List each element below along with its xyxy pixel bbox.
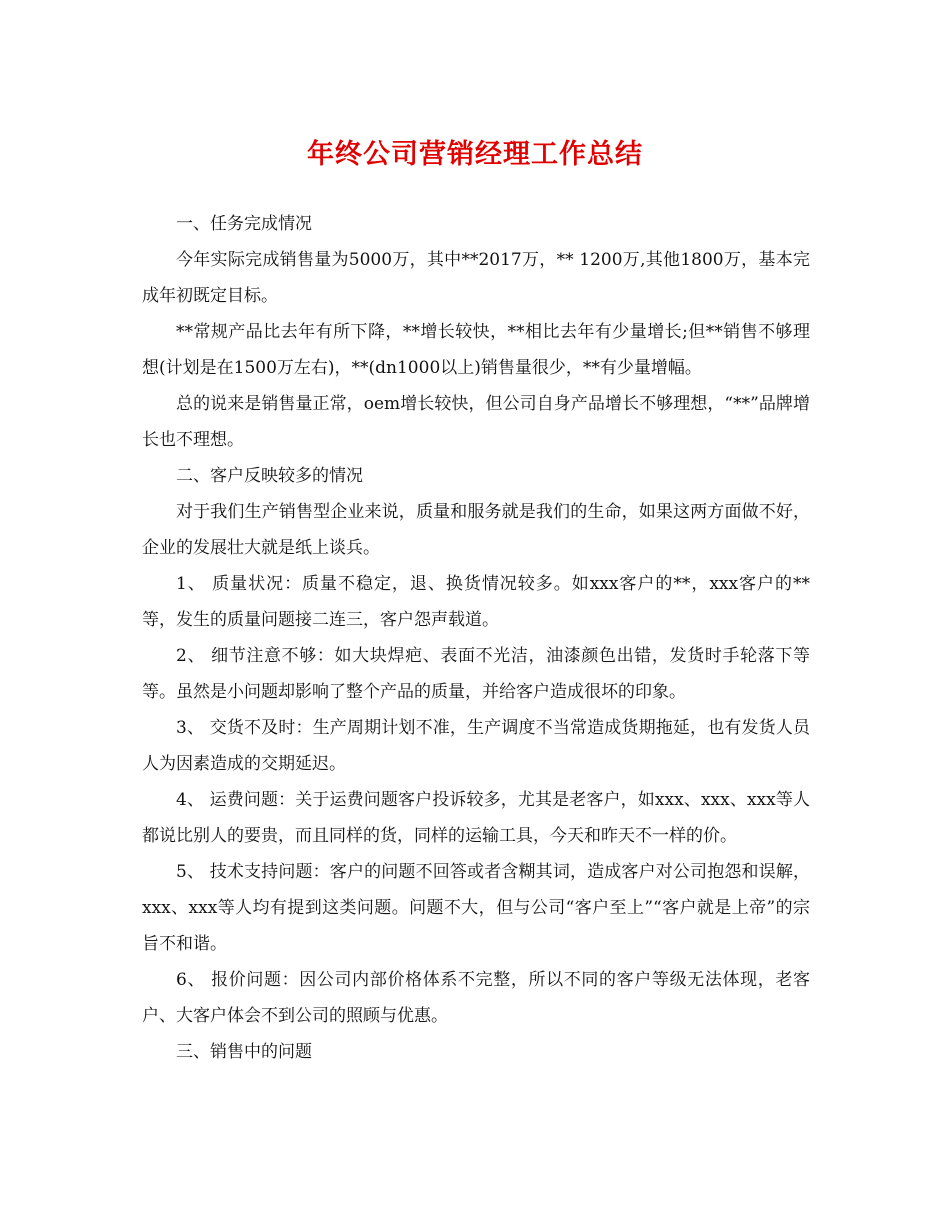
list-item-pricing-issue: 6、 报价问题：因公司内部价格体系不完整，所以不同的客户等级无法体现，老客户、大客户体会不到公司的照顾与优惠。 bbox=[142, 970, 810, 1026]
paragraph-overall-summary: 总的说来是销售量正常，oem增长较快，但公司自身产品增长不够理想，“**”品牌增长也不理想。 bbox=[142, 394, 810, 450]
section-heading-sales-problems: 三、销售中的问题 bbox=[176, 1042, 312, 1062]
document-body bbox=[142, 206, 810, 1070]
list-item-tech-support: 5、 技术支持问题：客户的问题不回答或者含糊其词，造成客户对公司抱怨和误解，xxx、xxx等人均有提到这类问题。问题不大，但与公司“客户至上”“客户就是上帝”的宗旨不和谐。 bbox=[142, 862, 810, 954]
paragraph-quality-service: 对于我们生产销售型企业来说，质量和服务就是我们的生命，如果这两方面做不好，企业的发展壮大就是纸上谈兵。 bbox=[142, 502, 810, 558]
list-item-delivery-timing: 3、 交货不及时：生产周期计划不准，生产调度不当常造成货期拖延，也有发货人员人为因素造成的交期延迟。 bbox=[142, 718, 810, 774]
paragraph-sales-volume: 今年实际完成销售量为5000万，其中**2017万，** 1200万,其他1800万，基本完成年初既定目标。 bbox=[142, 250, 810, 306]
list-item-freight-issue: 4、 运费问题：关于运费问题客户投诉较多，尤其是老客户，如xxx、xxx、xxx等人都说比别人的要贵，而且同样的货，同样的运输工具，今天和昨天不一样的价。 bbox=[142, 790, 810, 846]
list-item-detail-attention: 2、 细节注意不够：如大块焊疤、表面不光洁，油漆颜色出错，发货时手轮落下等等。虽然是小问题却影响了整个产品的质量，并给客户造成很坏的印象。 bbox=[142, 646, 810, 702]
paragraph-product-trends: **常规产品比去年有所下降，**增长较快，**相比去年有少量增长;但**销售不够理想(计划是在1500万左右)，**(dn1000以上)销售量很少，**有少量增幅。 bbox=[142, 322, 810, 378]
section-heading-customer-feedback: 二、客户反映较多的情况 bbox=[176, 466, 363, 486]
section-heading-task-completion: 一、任务完成情况 bbox=[176, 214, 312, 234]
document-title: 年终公司营销经理工作总结 bbox=[307, 139, 643, 170]
list-item-quality-status: 1、 质量状况：质量不稳定，退、换货情况较多。如xxx客户的**，xxx客户的**等，发生的质量问题接二连三，客户怨声载道。 bbox=[142, 574, 810, 630]
